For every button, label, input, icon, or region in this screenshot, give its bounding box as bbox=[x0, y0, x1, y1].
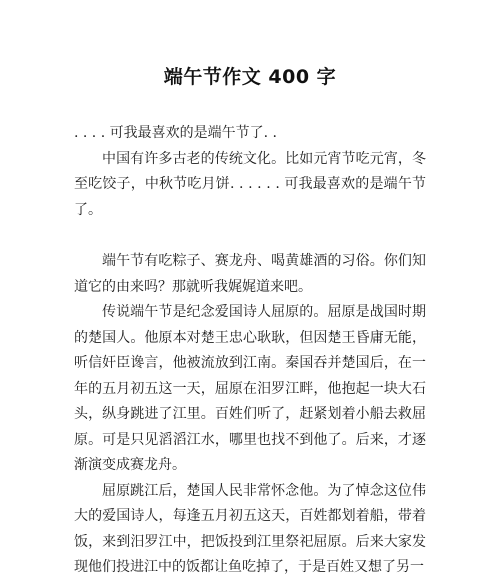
paragraph-gap bbox=[74, 223, 426, 249]
document-title: 端午节作文 400 字 bbox=[163, 66, 337, 88]
paragraph-traditions: 中国有许多古老的传统文化。比如元宵节吃元宵，冬至吃饺子，中秋节吃月饼. . . . . . 可我最喜欢的是端午节了。 bbox=[74, 150, 426, 218]
paragraph-legend: 传说端午节是纪念爱国诗人屈原的。屈原是战国时期的楚国人。他原本对楚王忠心耿耿，但因楚王昏庸无能，听信奸臣谗言，他被流放到江南。秦国吞并楚国后，在一年的五月初五这一天，屈原在汨罗江畔，他抱起一块大石头，纵身跳进了江里。百姓们听了，赶紧划着小船去救屈原。可是只见滔滔江水，哪里也找不到他了。后来，才逐渐演变成赛龙舟。 bbox=[74, 304, 426, 473]
paragraph-remembrance: 屈原跳江后，楚国人民非常怀念他。为了悼念这位伟大的爱国诗人，每逢五月初五这天，百姓都划着船，带着饭，来到汨罗江中，把饭投到江里祭祀屈原。后来大家发现他们投进江中的饭都让鱼吃掉了，于是百姓又想了另一 bbox=[74, 482, 426, 575]
paragraph-intro: . . . . 可我最喜欢的是端午节了. . bbox=[74, 125, 277, 141]
paragraph-customs: 端午节有吃粽子、赛龙舟、喝黄雄酒的习俗。你们知道它的由来吗？那就听我娓娓道来吧。 bbox=[74, 253, 426, 295]
document-body bbox=[74, 121, 426, 581]
